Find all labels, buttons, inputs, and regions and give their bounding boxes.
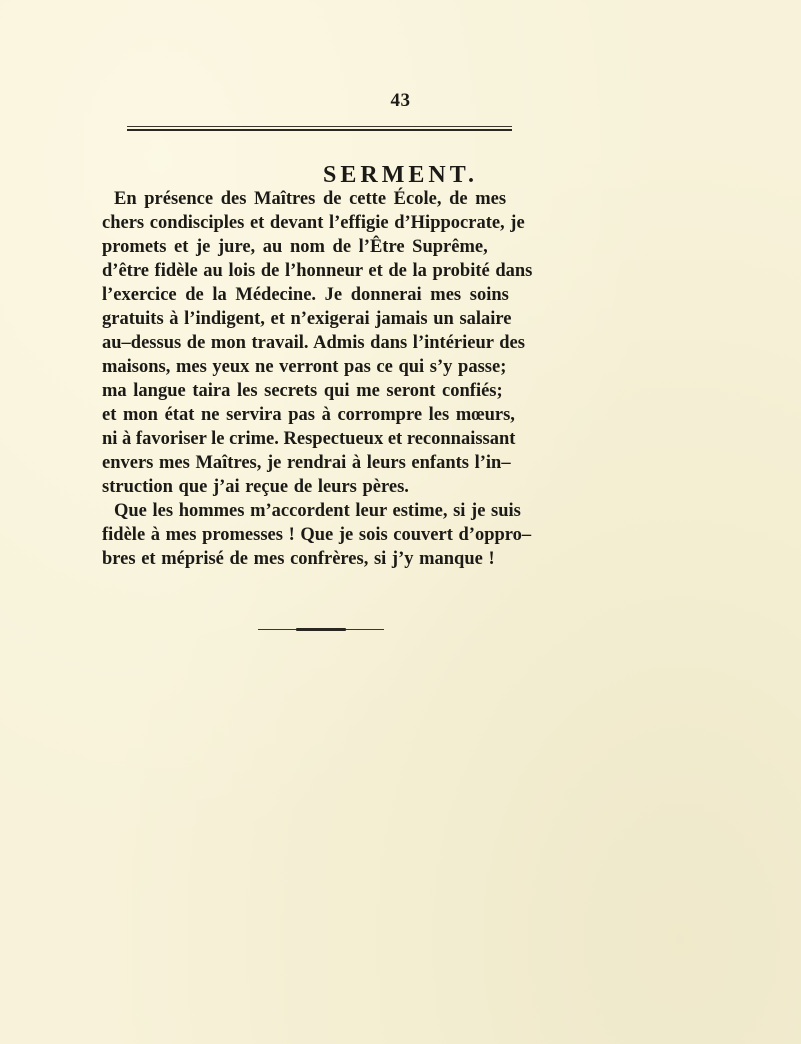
bottom-ornament-rule [258,628,384,632]
page-title: SERMENT. [323,162,478,188]
bottom-rule-swell [296,628,346,631]
text-line-9: ma langue taira les secrets qui me seront confiés; [102,381,503,401]
text-line-2: chers condisciples et devant l’effigie d’Hippocrate, je [102,213,525,233]
text-line-8: maisons, mes yeux ne verront pas ce qui s’y passe; [102,357,507,377]
top-rule-thin [127,126,512,127]
text-line-6: gratuits à l’indigent, et n’exigerai jamais un salaire [102,309,512,329]
page-number: 43 [390,90,411,111]
text-line-1: En présence des Maîtres de cette École, de mes [114,189,507,209]
text-line-4: d’être fidèle au lois de l’honneur et de la probité dans [102,261,533,281]
text-line-14: Que les hommes m’accordent leur estime, si je suis [114,501,521,521]
text-line-16: bres et méprisé de mes confrères, si j’y manque ! [102,549,495,569]
text-line-7: au–dessus de mon travail. Admis dans l’intérieur des [102,333,525,353]
top-rule-thick [127,129,512,131]
text-line-12: envers mes Maîtres, je rendrai à leurs enfants l’in– [102,453,511,473]
text-line-5: l’exercice de la Médecine. Je donnerai mes soins [102,285,509,305]
text-line-3: promets et je jure, au nom de l’Être Suprême, [102,237,488,257]
text-line-13: struction que j’ai reçue de leurs pères. [102,477,409,497]
top-double-rule [127,126,512,131]
text-line-15: fidèle à mes promesses ! Que je sois couvert d’oppro– [102,525,532,545]
text-line-11: ni à favoriser le crime. Respectueux et reconnaissant [102,429,516,449]
text-line-10: et mon état ne servira pas à corrompre les mœurs, [102,405,515,425]
